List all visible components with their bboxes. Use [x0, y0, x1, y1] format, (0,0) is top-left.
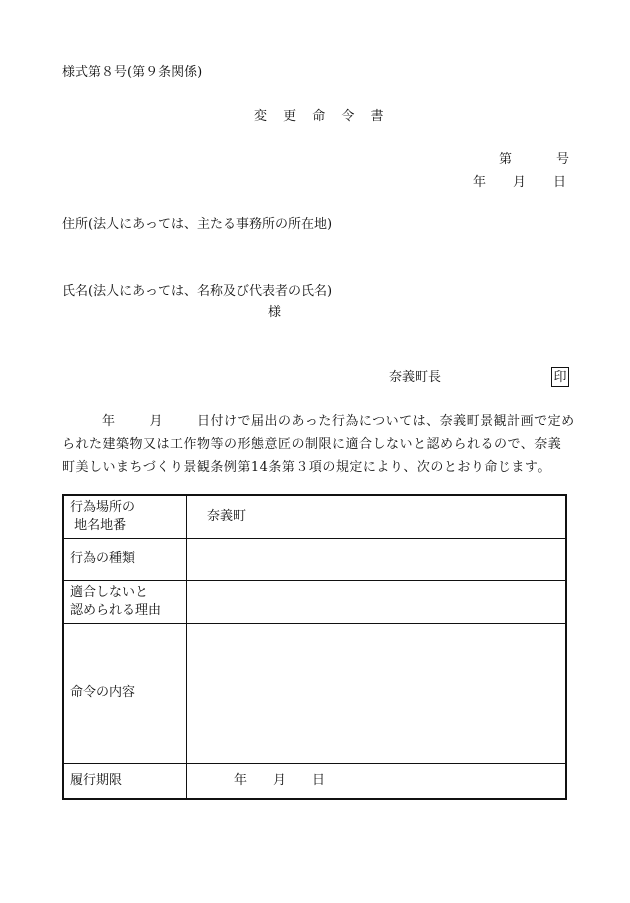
date-month: 月: [513, 175, 527, 190]
table-row: [63, 538, 566, 580]
body-line3: 町美しいまちづくり景観条例第14条第３項の規定により、次のとおり命じます。: [62, 460, 551, 475]
table-row: [63, 580, 566, 623]
body-line1: 日付けで届出のあった行為については、奈義町景観計画で定め: [197, 414, 575, 429]
action-type-label: 行為の種類: [63, 538, 187, 580]
reason-label-line2: 認められる理由: [70, 602, 162, 618]
name-label: 氏名(法人にあっては、名称及び代表者の氏名): [62, 284, 333, 299]
body-line2: られた建築物又は工作物等の形態意匠の制限に適合しないと認められるので、奈義: [62, 437, 562, 452]
body-paragraph: [62, 410, 577, 479]
location-label: [63, 495, 187, 538]
table-row: [63, 495, 566, 538]
number-prefix: 第: [499, 152, 513, 167]
issue-date-line: [473, 176, 566, 189]
date-day: 日: [553, 175, 567, 190]
deadline-value[interactable]: [187, 763, 567, 799]
action-type-value[interactable]: [187, 538, 567, 580]
body-year: 年: [102, 414, 116, 429]
deadline-year: 年: [234, 772, 248, 788]
location-value[interactable]: 奈義町: [187, 495, 567, 538]
issuer-title: 奈義町長: [389, 370, 442, 385]
reason-label: [63, 580, 187, 623]
deadline-label: 履行期限: [63, 763, 187, 799]
address-label: 住所(法人にあっては、主たる事務所の所在地): [62, 217, 333, 232]
table-row: [63, 763, 566, 799]
location-label-line1: 行為場所の: [70, 499, 136, 515]
deadline-day: 日: [312, 772, 326, 788]
document-number-line: [499, 153, 569, 166]
number-suffix: 号: [556, 152, 570, 167]
body-month: 月: [149, 414, 164, 429]
table-row: [63, 623, 566, 763]
reason-label-line1: 適合しないと: [70, 584, 149, 600]
deadline-month: 月: [273, 772, 287, 788]
date-year: 年: [473, 175, 487, 190]
honorific: 様: [268, 305, 282, 320]
seal-box: 印: [551, 367, 569, 387]
form-number: 様式第８号(第９条関係): [62, 65, 203, 80]
location-label-line2: 地名地番: [70, 517, 127, 533]
order-content-value[interactable]: [187, 623, 567, 763]
order-content-label: 命令の内容: [63, 623, 187, 763]
reason-value[interactable]: [187, 580, 567, 623]
order-details-table: [62, 494, 567, 800]
document-title: 変 更 命 令 書: [254, 109, 390, 124]
